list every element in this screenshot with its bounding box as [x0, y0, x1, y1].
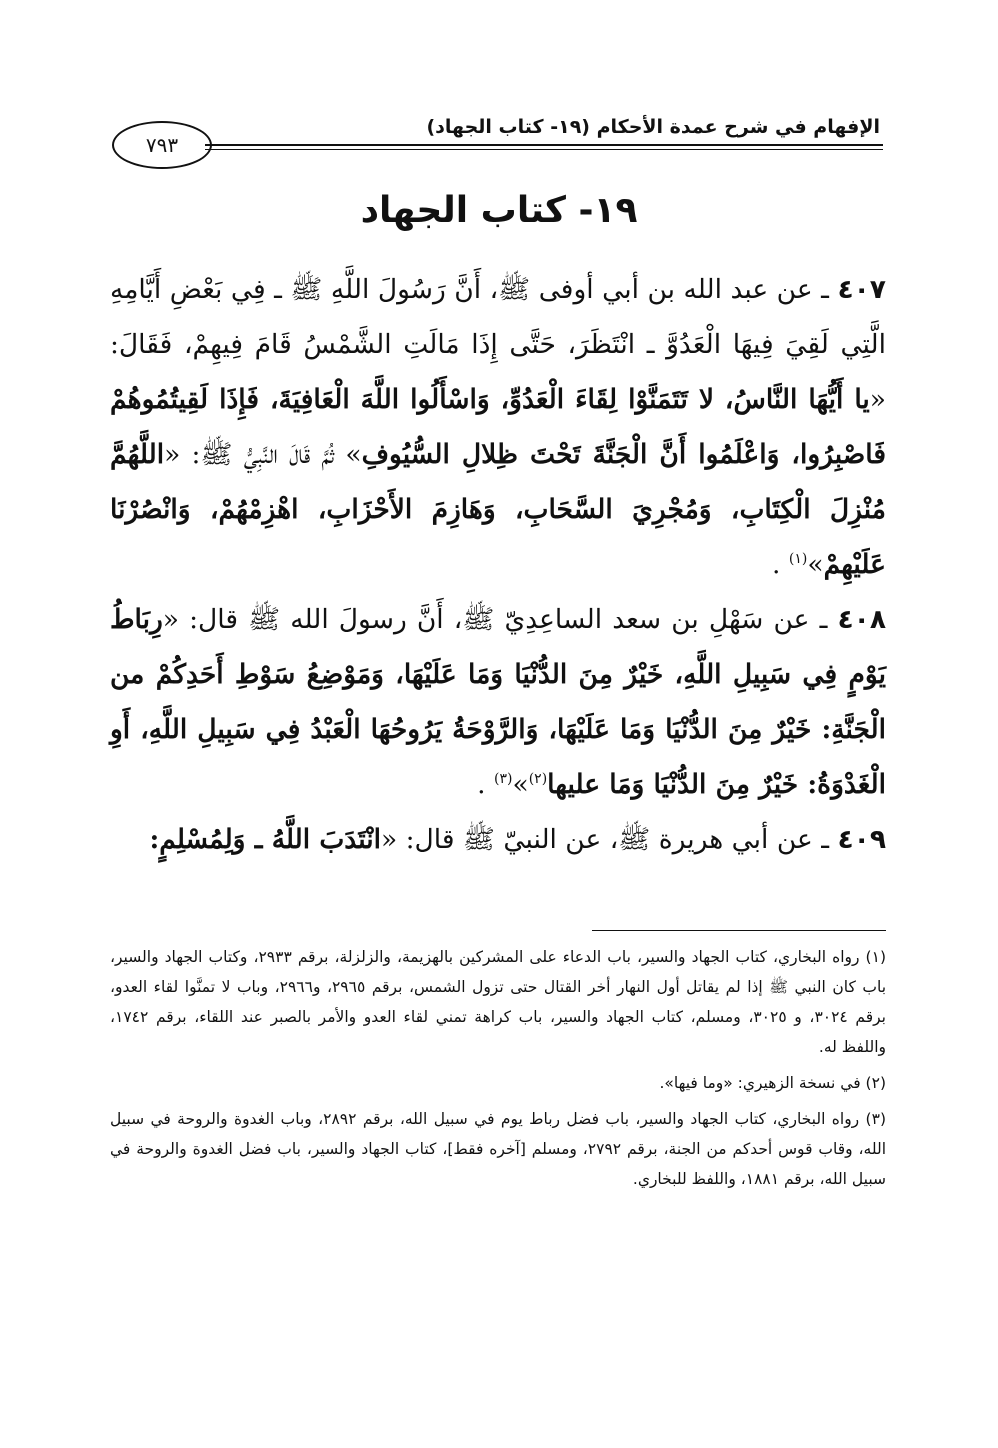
footnote-ref[interactable]: (٢)	[528, 771, 548, 788]
hadith-409	[110, 812, 886, 867]
hadith-intro: ـ عن أبي هريرة ﷺ، عن النبيّ ﷺ قال: «	[380, 824, 830, 855]
hadith-text: يا أَيُّهَا النَّاسُ، لا تَتَمَنَّوْا لِقَاءَ الْعَدُوِّ، وَاسْأَلُوا اللَّهَ الْعَافِيَةَ، فَإِذَا لَقِيتُمُوهُمْ فَاصْبِرُوا، وَاعْلَمُوا أَنَّ الْجَنَّةَ تَحْتَ ظِلالِ السُّيُوفِ	[110, 384, 887, 470]
footnote-3: (٣) رواه البخاري، كتاب الجهاد والسير، باب فضل رباط يوم في سبيل الله، برقم ٢٨٩٢، وباب الغدوة والروحة في سبيل الله، وقاب قوس أحدكم من الجنة، برقم ٢٧٩٢، ومسلم [آخره فقط]، كتاب الجهاد والسير، باب فضل الغدوة والروحة في سبيل الله، برقم ١٨٨١، واللفظ للبخاري.	[110, 1110, 886, 1188]
header-rule-top	[205, 144, 883, 146]
footnote-ref[interactable]: (٣)	[494, 771, 513, 788]
hadith-intro: ـ عن سَهْلِ بن سعد الساعِدِيّ ﷺ، أَنَّ رسولَ الله ﷺ قال: «	[162, 604, 828, 635]
hadith-407	[110, 262, 886, 592]
header-rule-bottom	[205, 149, 883, 150]
hadith-intro: ـ عن عبد الله بن أبي أوفى ﷺ، أَنَّ رَسُولَ اللَّهِ ﷺ ـ فِي بَعْضِ أَيَّامِهِ الَّتِي لَقِيَ فِيهَا الْعَدُوَّ ـ انْتَظَرَ، حَتَّى إِذَا مَالَتِ الشَّمْسُ قَامَ فِيهِمْ، فَقَالَ: «	[110, 274, 886, 415]
footnote-1: (١) رواه البخاري، كتاب الجهاد والسير، باب الدعاء على المشركين بالهزيمة، والزلزلة، برقم ٢٩٣٣، وكتاب الجهاد والسير، باب كان النبي ﷺ إذا لم يقاتل أول النهار أخر القتال حتى تزول الشمس، برقم ٢٩٦٥، و٢٩٦٦، وباب لا تمنَّوا لقاء العدو، برقم ٣٠٢٤، و ٣٠٢٥، ومسلم، كتاب الجهاد والسير، باب كراهة تمني لقاء العدو والأمر بالصبر عند اللقاء، برقم ١٧٤٢، واللفظ له.	[110, 948, 887, 1056]
hadith-text: اللَّهُمَّ مُنْزِلَ الْكِتَابِ، وَمُجْرِيَ السَّحَابِ، وَهَازِمَ الأَحْزَابِ، اهْزِمْهُمْ، وَانْصُرْنَا عَلَيْهِمْ	[110, 439, 886, 580]
running-title: الإفهام في شرح عمدة الأحكام (١٩- كتاب الجهاد)	[426, 116, 880, 138]
quote-close: »	[512, 769, 529, 800]
period: .	[477, 769, 495, 800]
chapter-title: ١٩- كتاب الجهاد	[360, 190, 638, 231]
footnote-separator	[592, 930, 886, 931]
main-text	[110, 262, 886, 867]
hadith-text: رِبَاطُ يَوْمٍ فِي سَبِيلِ اللَّهِ، خَيْرٌ مِنَ الدُّنْيَا وَمَا عَلَيْهَا، وَمَوْضِعُ سَوْطِ أَحَدِكُمْ من الْجَنَّةِ: خَيْرٌ مِنَ الدُّنْيَا وَمَا عَلَيْهَا، وَالرَّوْحَةُ يَرُوحُهَا الْعَبْدُ فِي سَبِيلِ اللَّهِ، أَوِ الْغَدْوَةُ: خَيْرٌ مِنَ الدُّنْيَا وَمَا عليها	[110, 604, 886, 800]
hadith-text: انْتَدَبَ اللَّهُ ـ وَلِمُسْلِمٍ:	[149, 824, 381, 855]
quote-close: »	[807, 549, 824, 580]
page-number: ٧٩٣	[112, 121, 212, 169]
hadith-number: ٤٠٩	[837, 824, 886, 855]
hadith-408	[110, 592, 886, 812]
hadith-number: ٤٠٨	[837, 604, 886, 635]
footnote-ref[interactable]: (١)	[788, 551, 808, 568]
footnotes	[110, 942, 886, 1200]
hadith-connector: » ثُمَّ قَالَ النَّبِيُّ ﷺ: «	[164, 439, 362, 470]
period: .	[772, 549, 789, 580]
hadith-number: ٤٠٧	[837, 274, 886, 305]
footnote-2: (٢) في نسخة الزهيري: «وما فيها».	[659, 1074, 886, 1092]
